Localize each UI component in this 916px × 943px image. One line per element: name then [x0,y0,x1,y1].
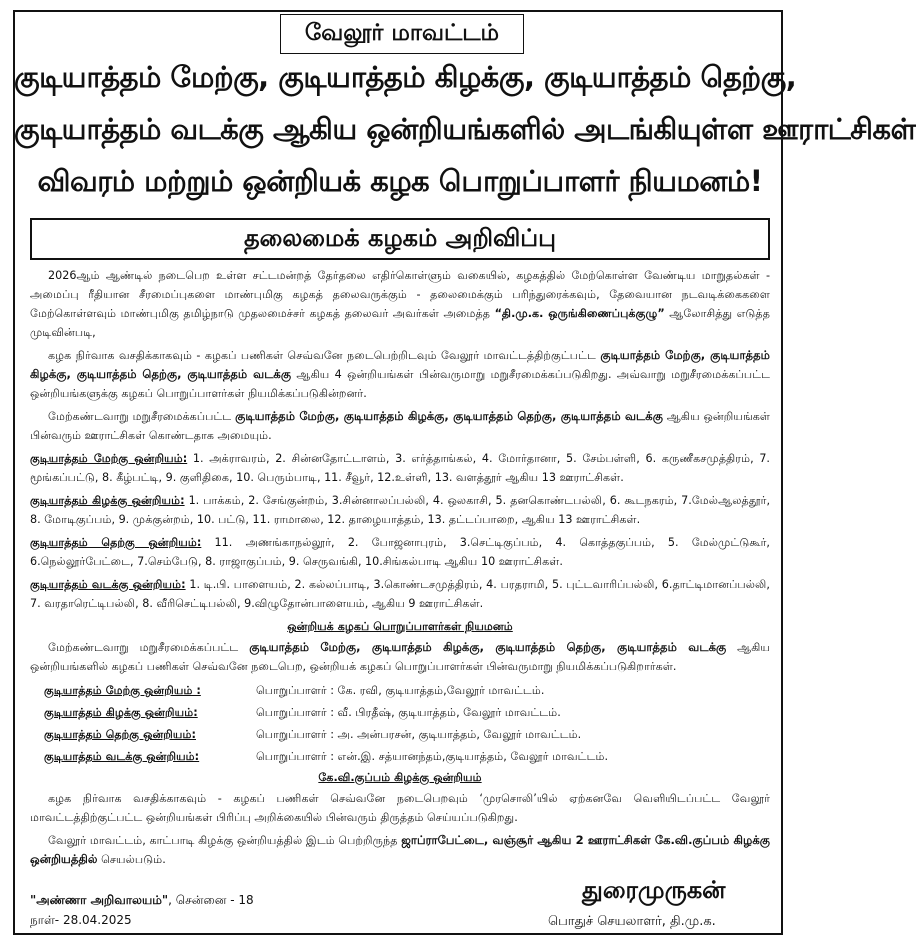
signatory-title: பொதுச் செயலாளர், தி.மு.க. [548,914,716,929]
kv-paragraph-2 [30,831,770,869]
issue-place-name: "அண்ணா அறிவாலயம்" [30,893,169,907]
headline-line-1: குடியாத்தம் மேற்கு, குடியாத்தம் கிழக்கு, குடியாத்தம் தெற்கு, [14,60,797,94]
intro-paragraph-2 [30,346,770,403]
union-west-label: குடியாத்தம் மேற்கு ஒன்றியம்: [30,452,188,465]
kv-p2-tail: செயல்படும். [97,853,166,866]
kv-p2-villages: ஜாப்ராபேட்டை, வஞ்சூர் ஆகிய 2 ஊராட்சிகள் கே.வி.குப்பம் கிழக்கு ஒன்றியத்தில் [30,833,770,866]
intro-p2-tail: ஆகிய 4 ஒன்றியங்கள் பின்வருமாறு மறுசீரமைக்கப்படுகிறது. அவ்வாறு மறுசீரமைக்கப்பட்ட ஒன்றியங்களுக்கு கழகப் பொறுப்பாளர்கள் நியமிக்கப்படுகின்றனர். [30,368,770,400]
union-north-label: குடியாத்தம் வடக்கு ஒன்றியம்: [30,578,186,591]
union-south-list: 11. அணங்காநல்லூர், 2. போஜனாபுரம், 3.செட்டிகுப்பம், 4. கொத்தகுப்பம், 5. மேல்முட்டுகூர், 6.நெல்லூர்பேட்டை, 7.செம்பேடு, 8. ராஜாகுப்பம், 9. செருவங்கி, 10.சிங்கல்பாடி ஆகிய 10 ஊராட்சிகள். [30,536,770,568]
appointments-heading: ஒன்றியக் கழகப் பொறுப்பாளர்கள் நியமனம் [287,620,513,633]
intro-p2-text: கழக நிர்வாக வசதிக்காகவும் - கழகப் பணிகள் செவ்வனே நடைபெற்றிடவும் வேலூர் மாவட்டத்திற்குட்பட்ட [48,349,601,362]
intro-p1-text: 2026ஆம் ஆண்டில் நடைபெற உள்ள சட்டமன்றத் தேர்தலை எதிர்கொள்ளும் வகையில், கழகத்தில் மேற்கொள்ள வேண்டிய மாறுதல்கள் - அமைப்பு ரீதியான சீரமைப்புகளை மாண்புமிகு கழகத் தலைவருக்கும் - தலைமைக்கும் பரிந்துரைக்கவும், தேவையான நடவடிக்கைகளை மேற்கொள்ளவும் மாண்புமிகு தமிழ்நாடு முதலமைச்சர் கழகத் தலைவர் அவர்கள் அமைத்த [30,269,770,320]
union-east-list: 1. பாக்கம், 2. சேங்குன்றம், 3.சின்னாலப்பல்லி, 4. ஒலகாசி, 5. தனகொண்டபல்லி, 6. கூடநகரம், 7.மேல்ஆலத்தூர், 8. மோடிகுப்பம், 9. முக்குன்றம், 10. பட்டு, 11. ராமாலை, 12. தாழையாத்தம், 13. தட்டப்பாறை, ஆகிய 13 ஊராட்சிகள். [30,494,771,526]
district-title: வேலூர் மாவட்டம் [280,14,524,54]
appointment-row [44,680,770,702]
appointments-intro-text: மேற்கண்டவாறு மறுசீரமைக்கப்பட்ட [48,641,250,654]
headline-line-2: குடியாத்தம் வடக்கு ஆகிய ஒன்றியங்களில் அடங்கியுள்ள ஊராட்சிகள் [14,112,916,146]
kv-paragraph-1: கழக நிர்வாக வசதிக்காகவும் - கழகப் பணிகள் செவ்வனே நடைபெறவும் ‘முரசொலி’யில் ஏற்கனவே வெளியிடப்பட்ட வேலூர் மாவட்டத்திற்குட்பட்ட ஒன்றியங்கள் பிரிப்பு அறிக்கையில் பின்வரும் திருத்தம் செய்யப்படுகிறது. [30,792,770,824]
union-north-villages [30,575,770,613]
appointments-intro [30,638,770,676]
appointment-person: பொறுப்பாளர் : வீ. பிரதீஷ், குடியாத்தம், வேலூர் மாவட்டம். [256,706,561,719]
intro-p2-unions: குடியாத்தம் மேற்கு, குடியாத்தம் கிழக்கு, குடியாத்தம் தெற்கு, குடியாத்தம் வடக்கு [30,348,770,381]
intro-p3-tail: ஆகிய ஒன்றியங்கள் பின்வரும் ஊராட்சிகள் கொண்டதாக அமையும். [30,410,770,442]
issue-date: நாள்- 28.04.2025 [30,913,132,927]
intro-paragraph-3 [30,407,770,445]
union-south-villages [30,533,770,571]
union-south-label: குடியாத்தம் தெற்கு ஒன்றியம்: [30,536,202,549]
appointments-list [30,680,770,768]
union-north-list: 1. டி.பி. பாளையம், 2. கல்லப்பாடி, 3.கொண்டசமுத்திரம், 4. பரதராமி, 5. புட்டவாரிப்பல்லி, 6.தாட்டிமானப்பல்லி, 7. வரதாரெட்டிபல்லி, 8. வீரிசெட்டிபல்லி, 9.விழுதோன்பாளையம், ஆகிய 9 ஊராட்சிகள். [30,578,770,610]
appointments-intro-unions: குடியாத்தம் மேற்கு, குடியாத்தம் கிழக்கு, குடியாத்தம் தெற்கு, குடியாத்தம் வடக்கு [249,640,727,654]
notice-body [30,266,770,873]
appointment-union-label: குடியாத்தம் மேற்கு ஒன்றியம் : [44,684,201,697]
appointment-union-label: குடியாத்தம் கிழக்கு ஒன்றியம்: [44,706,198,719]
issue-details [30,890,254,930]
issue-place [30,890,254,910]
union-east-villages [30,491,770,529]
union-west-villages [30,449,770,487]
union-east-label: குடியாத்தம் கிழக்கு ஒன்றியம்: [30,494,185,507]
appointment-union-label: குடியாத்தம் தெற்கு ஒன்றியம்: [44,728,196,741]
committee-name: “தி.மு.க. ஒருங்கிணைப்புக்குழு” [494,307,665,320]
union-west-list: 1. அக்ராவரம், 2. சின்னதோட்டாளம், 3. எர்த்தாங்கல், 4. மோர்தானா, 5. சேம்பள்ளி, 6. கருணீகசமுத்திரம், 7. மூங்கப்பட்டு, 8. கீழ்பட்டி, 9. குளிதிகை, 10. பெரும்பாடி, 11. சீவூர், 12.உள்ளி, 13. வளத்தூர் ஆகிய 13 ஊராட்சிகள். [30,452,770,484]
announcement-title: தலைமைக் கழகம் அறிவிப்பு [30,218,770,260]
appointment-row [44,746,770,768]
issue-place-city: , சென்னை - 18 [168,893,254,907]
intro-p3-text: மேற்கண்டவாறு மறுசீரமைக்கப்பட்ட [48,410,236,423]
appointment-row [44,702,770,724]
appointment-person: பொறுப்பாளர் : என்.இ. சத்யானந்தம்,குடியாத்தம், வேலூர் மாவட்டம். [256,750,609,763]
signatory-name: துரைமுருகன் [582,876,726,904]
kv-kuppam-heading: கே.வி.குப்பம் கிழக்கு ஒன்றியம் [318,771,482,784]
appointment-union-label: குடியாத்தம் வடக்கு ஒன்றியம்: [44,750,200,763]
headline-line-3: விவரம் மற்றும் ஒன்றியக் கழக பொறுப்பாளர் நியமனம்! [37,164,763,198]
kv-p2-text: வேலூர் மாவட்டம், காட்பாடி கிழக்கு ஒன்றியத்தில் இடம் பெற்றிருந்த [48,834,402,847]
intro-p3-unions: குடியாத்தம் மேற்கு, குடியாத்தம் கிழக்கு, குடியாத்தம் தெற்கு, குடியாத்தம் வடக்கு [235,409,663,423]
appointment-person: பொறுப்பாளர் : கே. ரவி, குடியாத்தம்,வேலூர் மாவட்டம். [256,684,545,697]
intro-paragraph-1 [30,266,770,342]
appointments-intro-tail: ஆகிய ஒன்றியங்களில் கழகப் பணிகள் செவ்வனே நடைபெற, ஒன்றியக் கழகப் பொறுப்பாளர்கள் பின்வருமாறு நியமிக்கப்படுகிறார்கள். [30,641,771,673]
intro-p1-tail: ஆலோசித்து எடுத்த முடிவின்படி, [30,307,770,339]
appointment-row [44,724,770,746]
appointment-person: பொறுப்பாளர் : அ. அன்பரசன், குடியாத்தம், வேலூர் மாவட்டம். [256,728,582,741]
